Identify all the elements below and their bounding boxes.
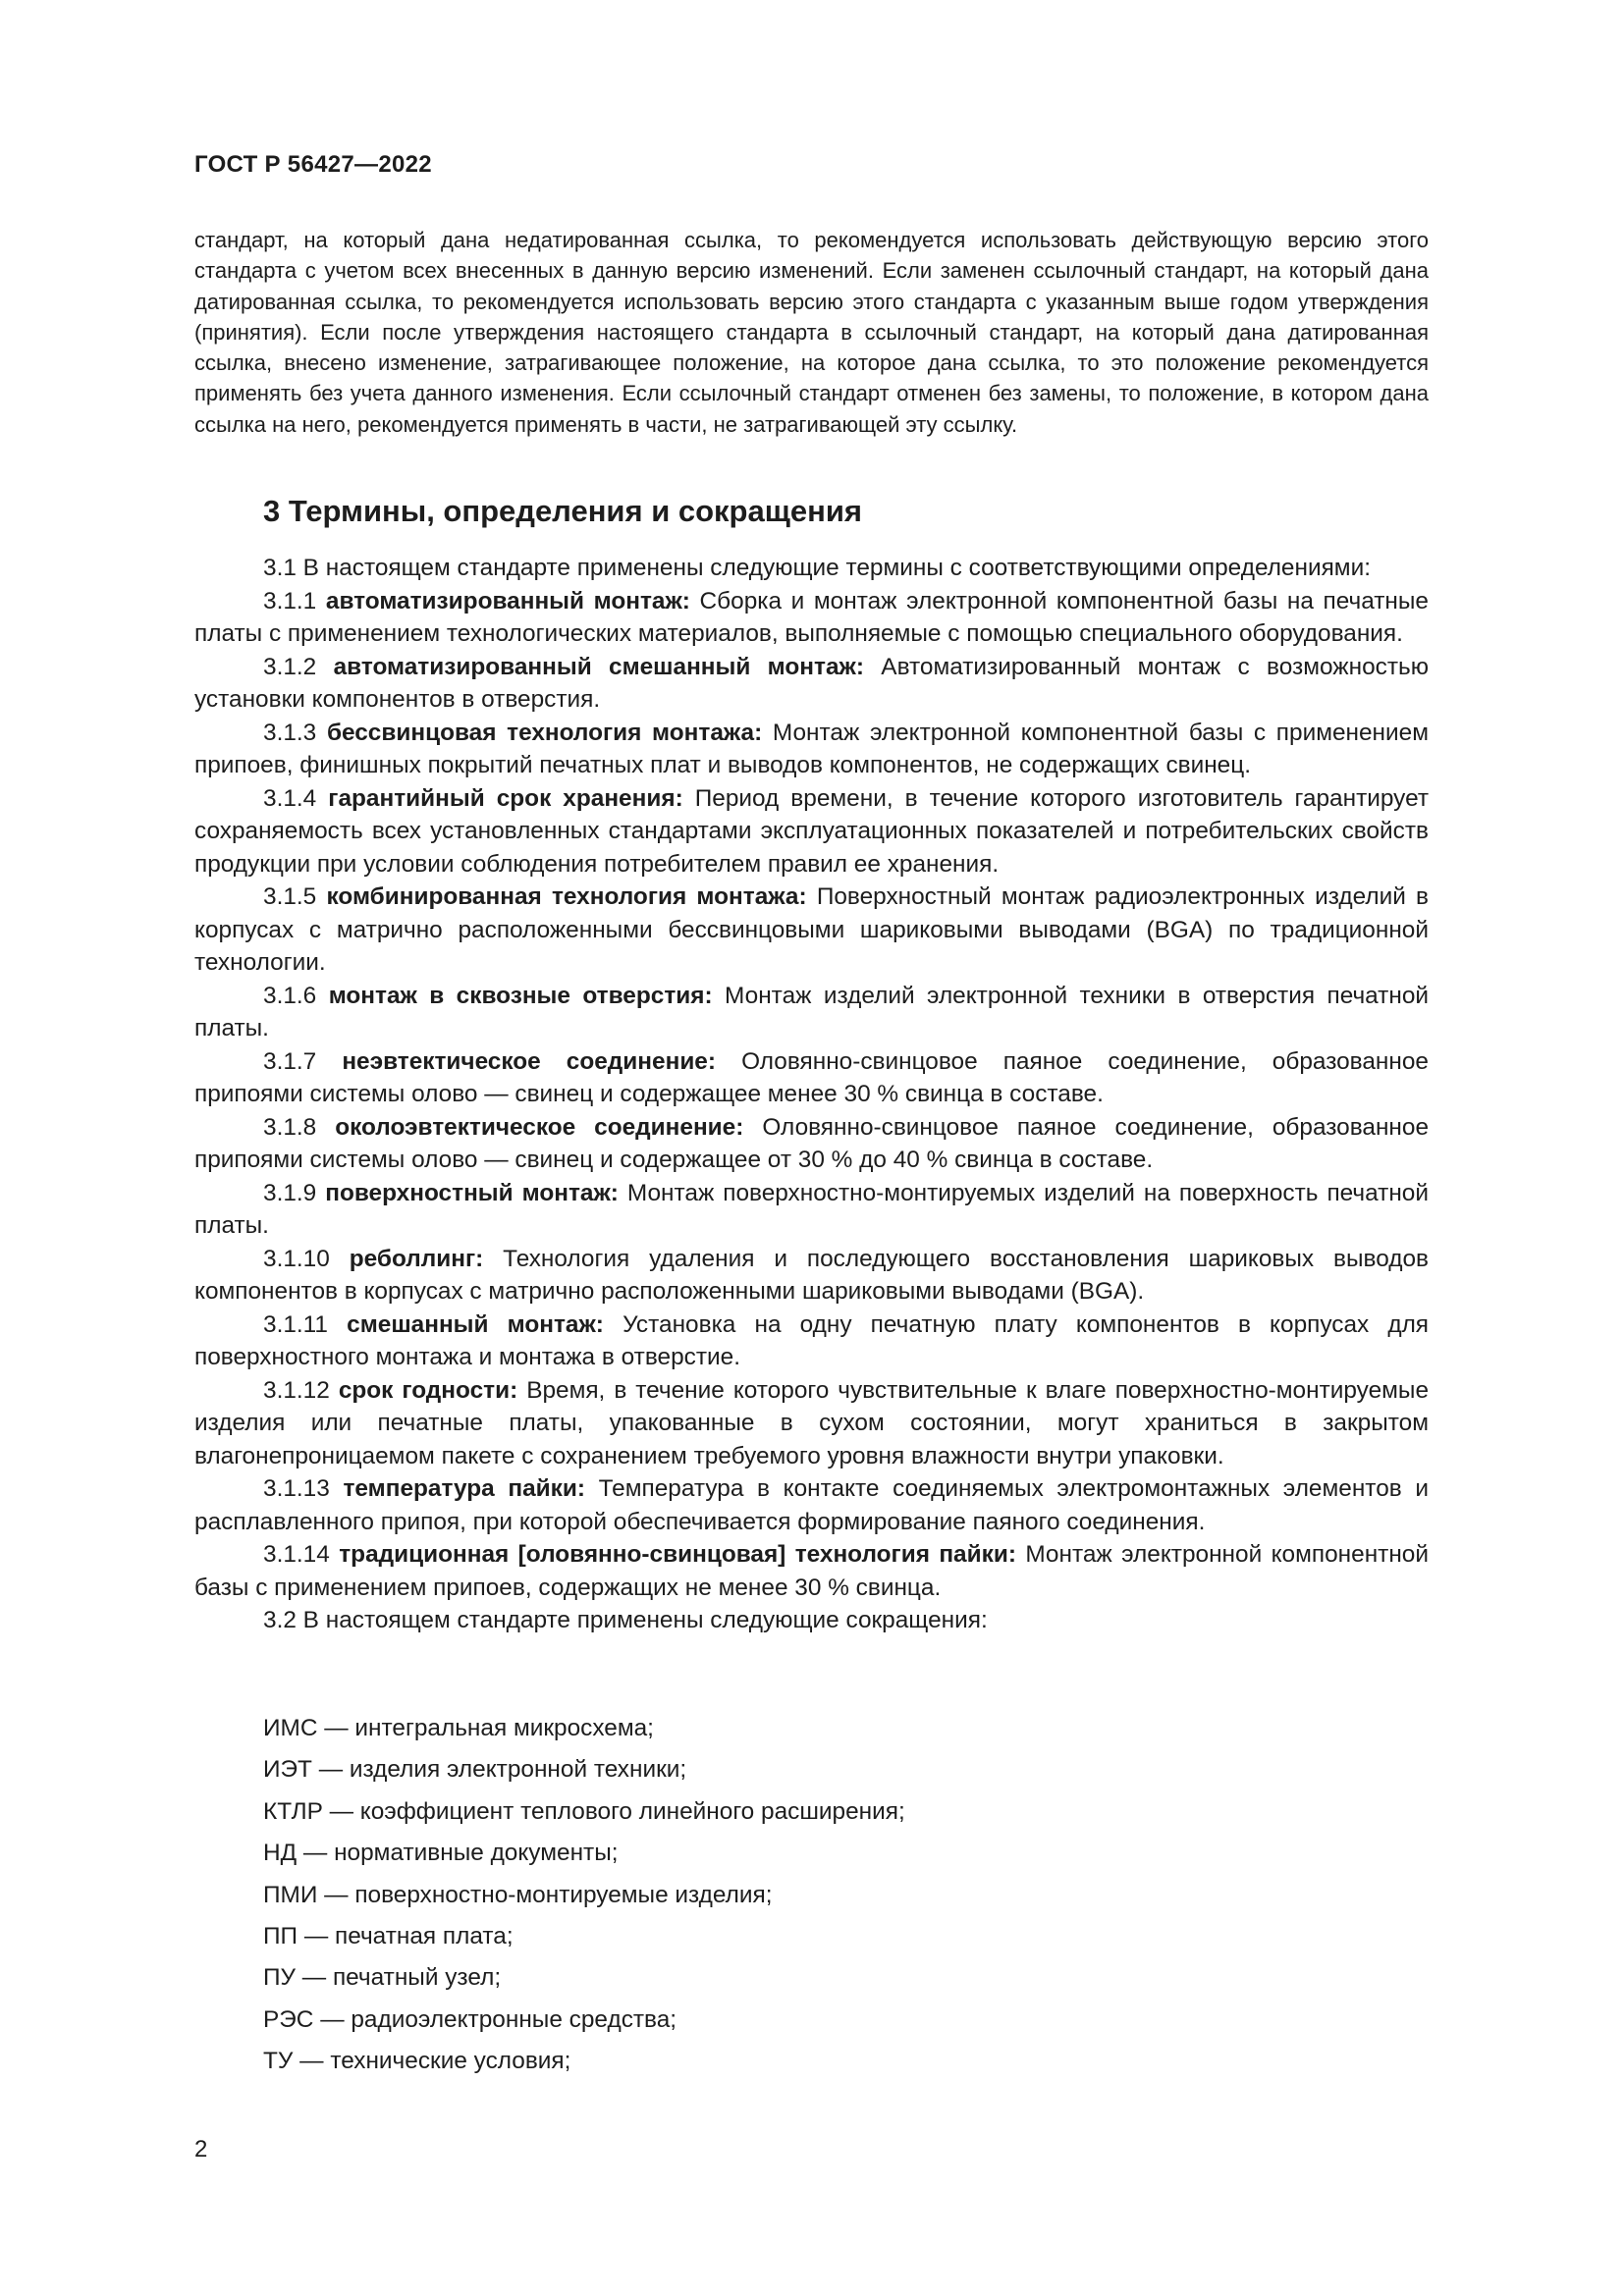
clause-3-2: 3.2 В настоящем стандарте применены следующие сокращения: bbox=[263, 1607, 988, 1633]
term-3-1-9: 3.1.9 поверхностный монтаж: Монтаж поверхностно-монтируемых изделий на поверхность печатной платы. bbox=[194, 1179, 1429, 1239]
abbreviations-list bbox=[263, 1712, 905, 2087]
term-3-1-7: 3.1.7 неэвтектическое соединение: Оловянно-свинцовое паяное соединение, образованное припоями системы олово — свинец и содержащее менее 30 % свинца в составе. bbox=[194, 1047, 1429, 1107]
term-3-1-10: 3.1.10 реболлинг: Технология удаления и последующего восстановления шариковых выводов компонентов в корпусах с матрично расположенными шариковыми выводами (BGA). bbox=[194, 1245, 1429, 1305]
abbreviation-item: ТУ — технические условия; bbox=[263, 2048, 571, 2075]
term-3-1-6: 3.1.6 монтаж в сквозные отверстия: Монтаж изделий электронной техники в отверстия печатной платы. bbox=[194, 982, 1430, 1041]
term-3-1-3: 3.1.3 бессвинцовая технология монтажа: Монтаж электронной компонентной базы с применением припоев, финишных покрытий печатных плат и выводов компонентов, не содержащих свинец. bbox=[194, 719, 1429, 778]
term-3-1-8: 3.1.8 околоэвтектическое соединение: Оловянно-свинцовое паяное соединение, образованное припоями системы олово — свинец и содержащее от 30 % до 40 % свинца в составе. bbox=[194, 1113, 1430, 1173]
clause-3-1: 3.1 В настоящем стандарте применены следующие термины с соответствующими определениями: bbox=[263, 555, 1371, 581]
term-3-1-4: 3.1.4 гарантийный срок хранения: Период времени, в течение которого изготовитель гарантирует сохраняемость всех установленных стандартами эксплуатационных показателей и потребительских свойств продукции при условии соблюдения потребителем правил ее хранения. bbox=[194, 784, 1430, 878]
abbreviation-item: КТЛР — коэффициент теплового линейного расширения; bbox=[263, 1797, 905, 1825]
abbreviation-item: ПУ — печатный узел; bbox=[263, 1964, 502, 1992]
abbreviation-item: НД — нормативные документы; bbox=[263, 1840, 619, 1867]
term-3-1-2: 3.1.2 автоматизированный смешанный монтаж: Автоматизированный монтаж с возможностью установки компонентов в отверстия. bbox=[194, 653, 1429, 713]
term-3-1-5: 3.1.5 комбинированная технология монтажа: Поверхностный монтаж радиоэлектронных изделий в корпусах с матрично расположенными бессвинцовыми шариковыми выводами (BGA) по традиционной технологии. bbox=[194, 883, 1430, 976]
intro-paragraph: стандарт, на который дана недатированная ссылка, то рекомендуется использовать действующую версию этого стандарта с учетом всех внесенных в данную версию изменений. Если заменен ссылочный стандарт, на который дана датированная ссылка, то рекомендуется использовать версию этого стандарта с указанным выше годом утверждения (принятия). Если после утверждения настоящего стандарта в ссылочный стандарт, на который дана датированная ссылка, внесено изменение, затрагивающее положение, на которое дана ссылка, то это положение рекомендуется применять без учета данного изменения. Если ссылочный стандарт отменен без замены, то положение, в котором дана ссылка на него, рекомендуется применять в части, не затрагивающей эту ссылку. bbox=[194, 228, 1429, 437]
abbreviation-item: ИЭТ — изделия электронной техники; bbox=[263, 1756, 687, 1784]
abbreviation-item: ИМС — интегральная микросхема; bbox=[263, 1715, 654, 1741]
term-3-1-11: 3.1.11 смешанный монтаж: Установка на одну печатную плату компонентов в корпусах для поверхностного монтажа и монтажа в отверстие. bbox=[194, 1310, 1430, 1370]
section-title: 3 Термины, определения и сокращения bbox=[263, 494, 862, 528]
term-3-1-12: 3.1.12 срок годности: Время, в течение которого чувствительные к влаге поверхностно-монтируемые изделия или печатные платы, упакованные в сухом состоянии, могут храниться в закрытом влагонепроницаемом пакете с сохранением требуемого уровня влажности внутри упаковки. bbox=[194, 1376, 1430, 1469]
abbreviation-item: ПМИ — поверхностно-монтируемые изделия; bbox=[263, 1881, 773, 1908]
document-header: ГОСТ Р 56427—2022 bbox=[194, 151, 432, 178]
terms-section bbox=[194, 552, 1429, 1637]
abbreviation-item: ПП — печатная плата; bbox=[263, 1922, 514, 1949]
term-3-1-14: 3.1.14 традиционная [оловянно-свинцовая] технология пайки: Монтаж электронной компонентной базы с применением припоев, содержащих не менее 30 % свинца. bbox=[194, 1541, 1429, 1601]
term-3-1-1: 3.1.1 автоматизированный монтаж: Сборка и монтаж электронной компонентной базы на печатные платы с применением технологических материалов, выполняемые с помощью специального оборудования. bbox=[194, 587, 1429, 647]
term-3-1-13: 3.1.13 температура пайки: Температура в контакте соединяемых электромонтажных элементов и расплавленного припоя, при которой обеспечивается формирование паяного соединения. bbox=[194, 1475, 1429, 1535]
page-number: 2 bbox=[194, 2136, 208, 2163]
abbreviation-item: РЭС — радиоэлектронные средства; bbox=[263, 2005, 677, 2033]
